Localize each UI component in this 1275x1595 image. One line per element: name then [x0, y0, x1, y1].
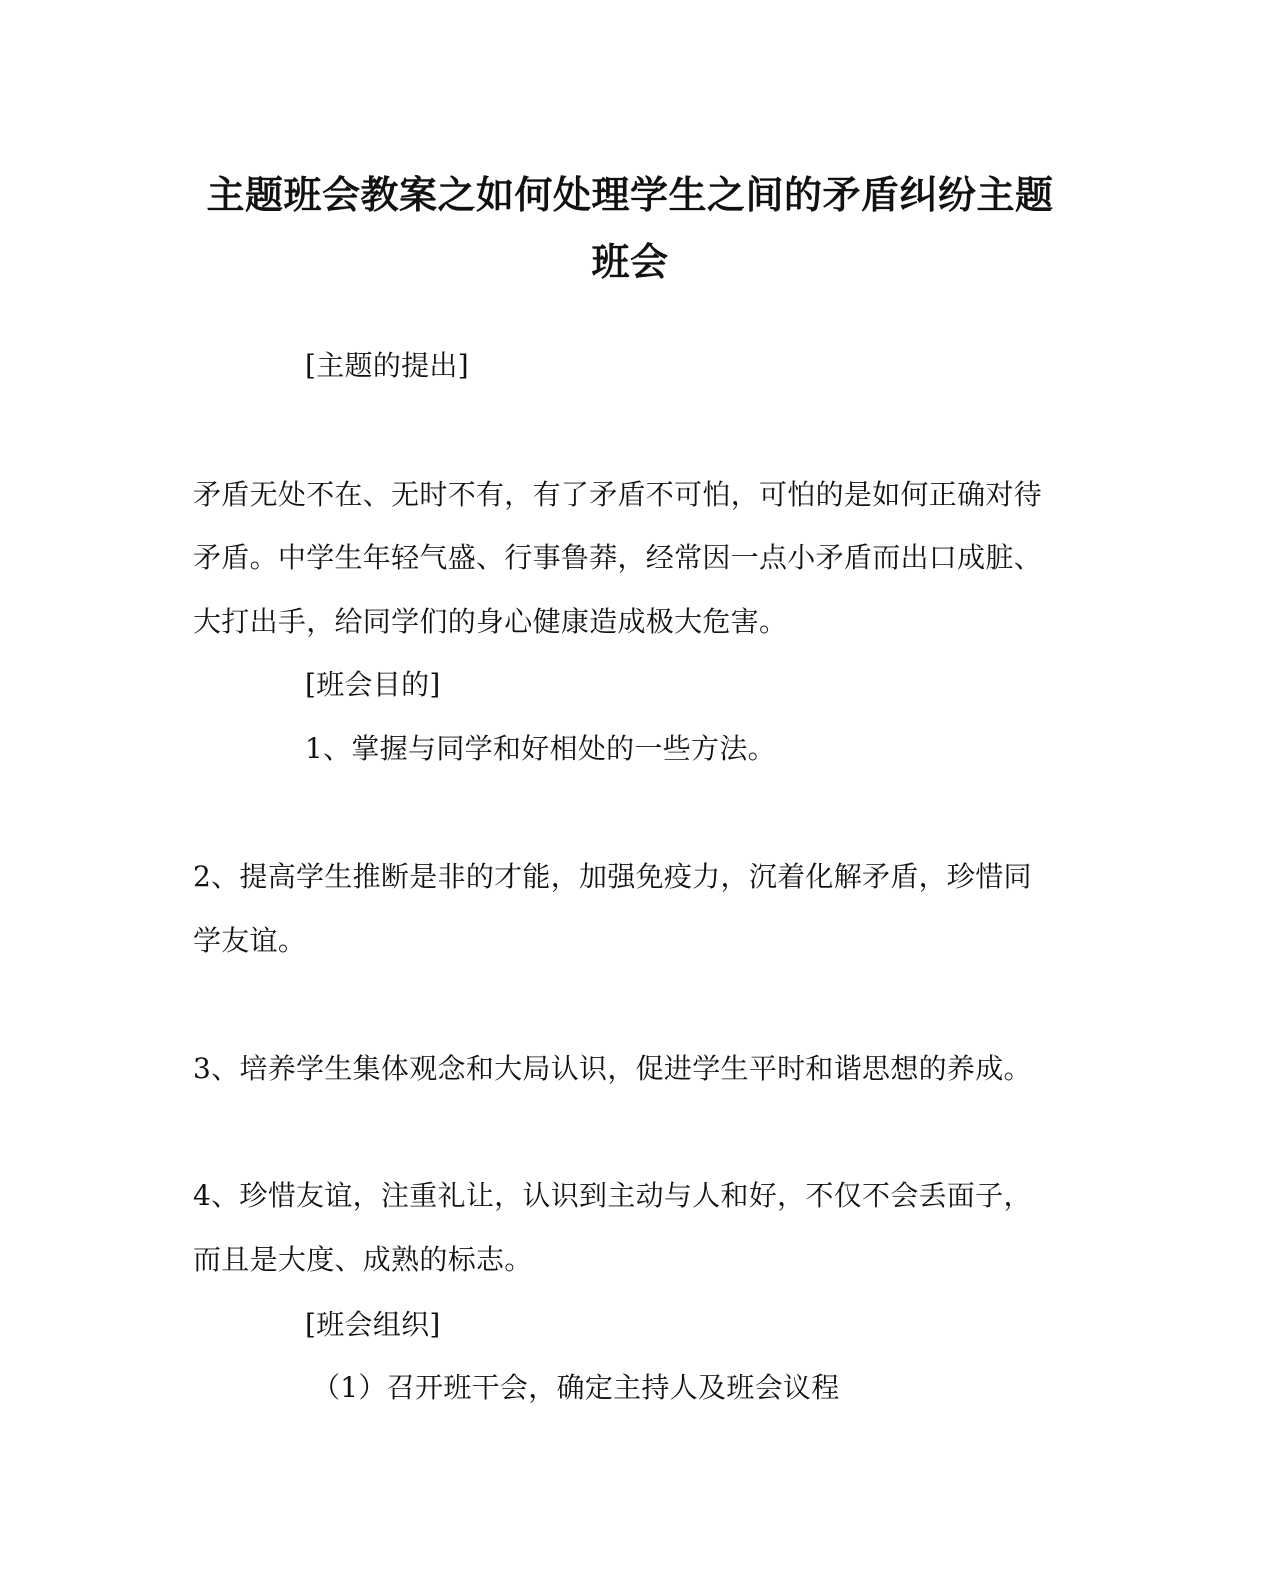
- topic-paragraph-line-2: 矛盾。中学生年轻气盛、行事鲁莽，经常因一点小矛盾而出口成脏、: [193, 541, 1043, 574]
- organization-heading: [班会组织]: [305, 1308, 441, 1341]
- purpose-heading: [班会目的]: [305, 668, 441, 701]
- document-title: 主题班会教案之如何处理学生之间的矛盾纠纷主题班会: [206, 173, 1054, 284]
- topic-heading: [主题的提出]: [305, 349, 469, 382]
- topic-paragraph-line-1: 矛盾无处不在、无时不有，有了矛盾不可怕，可怕的是如何正确对待: [193, 478, 1043, 511]
- topic-paragraph-line-3: 大打出手，给同学们的身心健康造成极大危害。: [193, 605, 788, 638]
- purpose-item-4-line-1: 4、珍惜友谊，注重礼让，认识到主动与人和好，不仅不会丢面子，: [193, 1179, 1032, 1212]
- purpose-item-2-line-1: 2、提高学生推断是非的才能，加强免疫力，沉着化解矛盾，珍惜同: [193, 860, 1032, 893]
- purpose-item-4-line-2: 而且是大度、成熟的标志。: [193, 1243, 533, 1276]
- purpose-item-2-line-2: 学友谊。: [193, 924, 307, 957]
- organization-item-1: （1）召开班干会，确定主持人及班会议程: [312, 1371, 840, 1404]
- purpose-item-1: 1、掌握与同学和好相处的一些方法。: [305, 732, 776, 765]
- purpose-item-3: 3、培养学生集体观念和大局认识，促进学生平时和谐思想的养成。: [193, 1052, 1032, 1085]
